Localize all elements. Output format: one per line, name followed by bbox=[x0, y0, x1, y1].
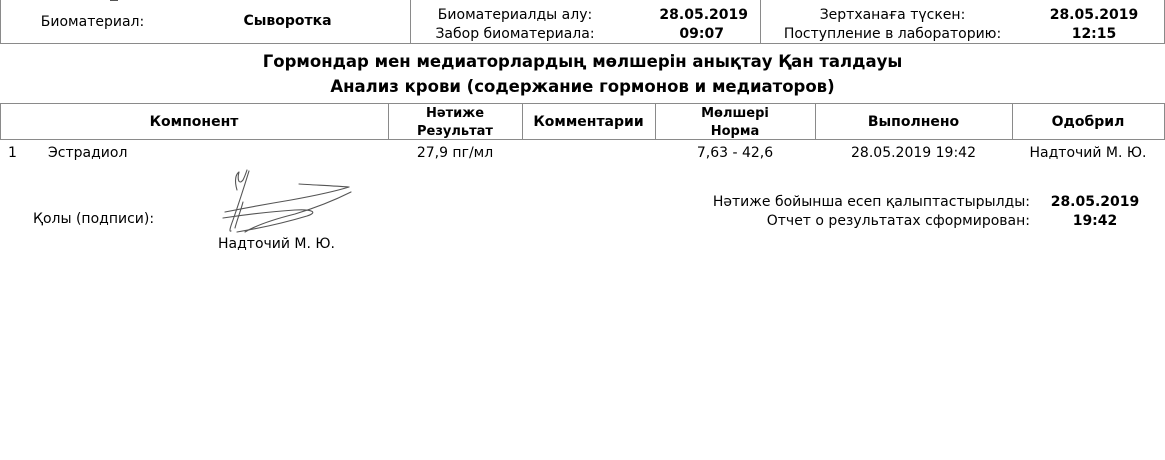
row-performed: 28.05.2019 19:42 bbox=[851, 145, 976, 161]
row-result: 27,9 пг/мл bbox=[416, 145, 494, 161]
lab-label-ru: Поступление в лабораторию: bbox=[783, 26, 1002, 42]
report-date: 28.05.2019 bbox=[1050, 194, 1140, 210]
lab-date: 28.05.2019 bbox=[1049, 7, 1139, 23]
col-result-ru: Результат bbox=[417, 124, 493, 139]
row-approved: Надточий М. Ю. bbox=[1029, 145, 1147, 161]
col-norm-kz: Мөлшері bbox=[701, 106, 769, 121]
collection-date: 28.05.2019 bbox=[659, 7, 748, 23]
signature-name: Надточий М. Ю. bbox=[218, 236, 335, 252]
col-performed: Выполнено bbox=[867, 114, 960, 130]
signature-image bbox=[215, 168, 365, 238]
col-norm-ru: Норма bbox=[710, 124, 760, 139]
title-ru: Анализ крови (содержание гормонов и медиаторов) bbox=[330, 77, 835, 96]
col-component: Компонент bbox=[149, 114, 239, 130]
title-kz: Гормондар мен медиаторлардың мөлшерін анықтау Қан талдауы bbox=[262, 52, 903, 71]
col-comments: Комментарии bbox=[533, 114, 644, 130]
biomaterial-label: Биоматериал: bbox=[40, 14, 145, 30]
report-label-ru: Отчет о результатах сформирован: bbox=[766, 213, 1030, 229]
report-label-kz: Нәтиже бойынша есеп қалыптастырылды: bbox=[712, 194, 1030, 210]
biomaterial-value: Сыворотка bbox=[243, 13, 332, 29]
col-result-kz: Нәтиже bbox=[425, 106, 485, 121]
collection-time: 09:07 bbox=[679, 26, 724, 42]
collection-label-kz: Биоматериалды алу: bbox=[437, 7, 593, 23]
col-approved: Одобрил bbox=[1051, 114, 1125, 130]
row-component: Эстрадиол bbox=[48, 145, 128, 161]
signature-label: Қолы (подписи): bbox=[33, 211, 155, 227]
lab-time: 12:15 bbox=[1071, 26, 1117, 42]
collection-label-ru: Забор биоматериала: bbox=[435, 26, 595, 42]
row-norm: 7,63 - 42,6 bbox=[696, 145, 774, 161]
lab-label-kz: Зертханаға түскен: bbox=[819, 7, 966, 23]
row-number: 1 bbox=[8, 145, 17, 161]
report-time: 19:42 bbox=[1072, 213, 1118, 229]
top-cut-fragment bbox=[110, 0, 118, 1]
